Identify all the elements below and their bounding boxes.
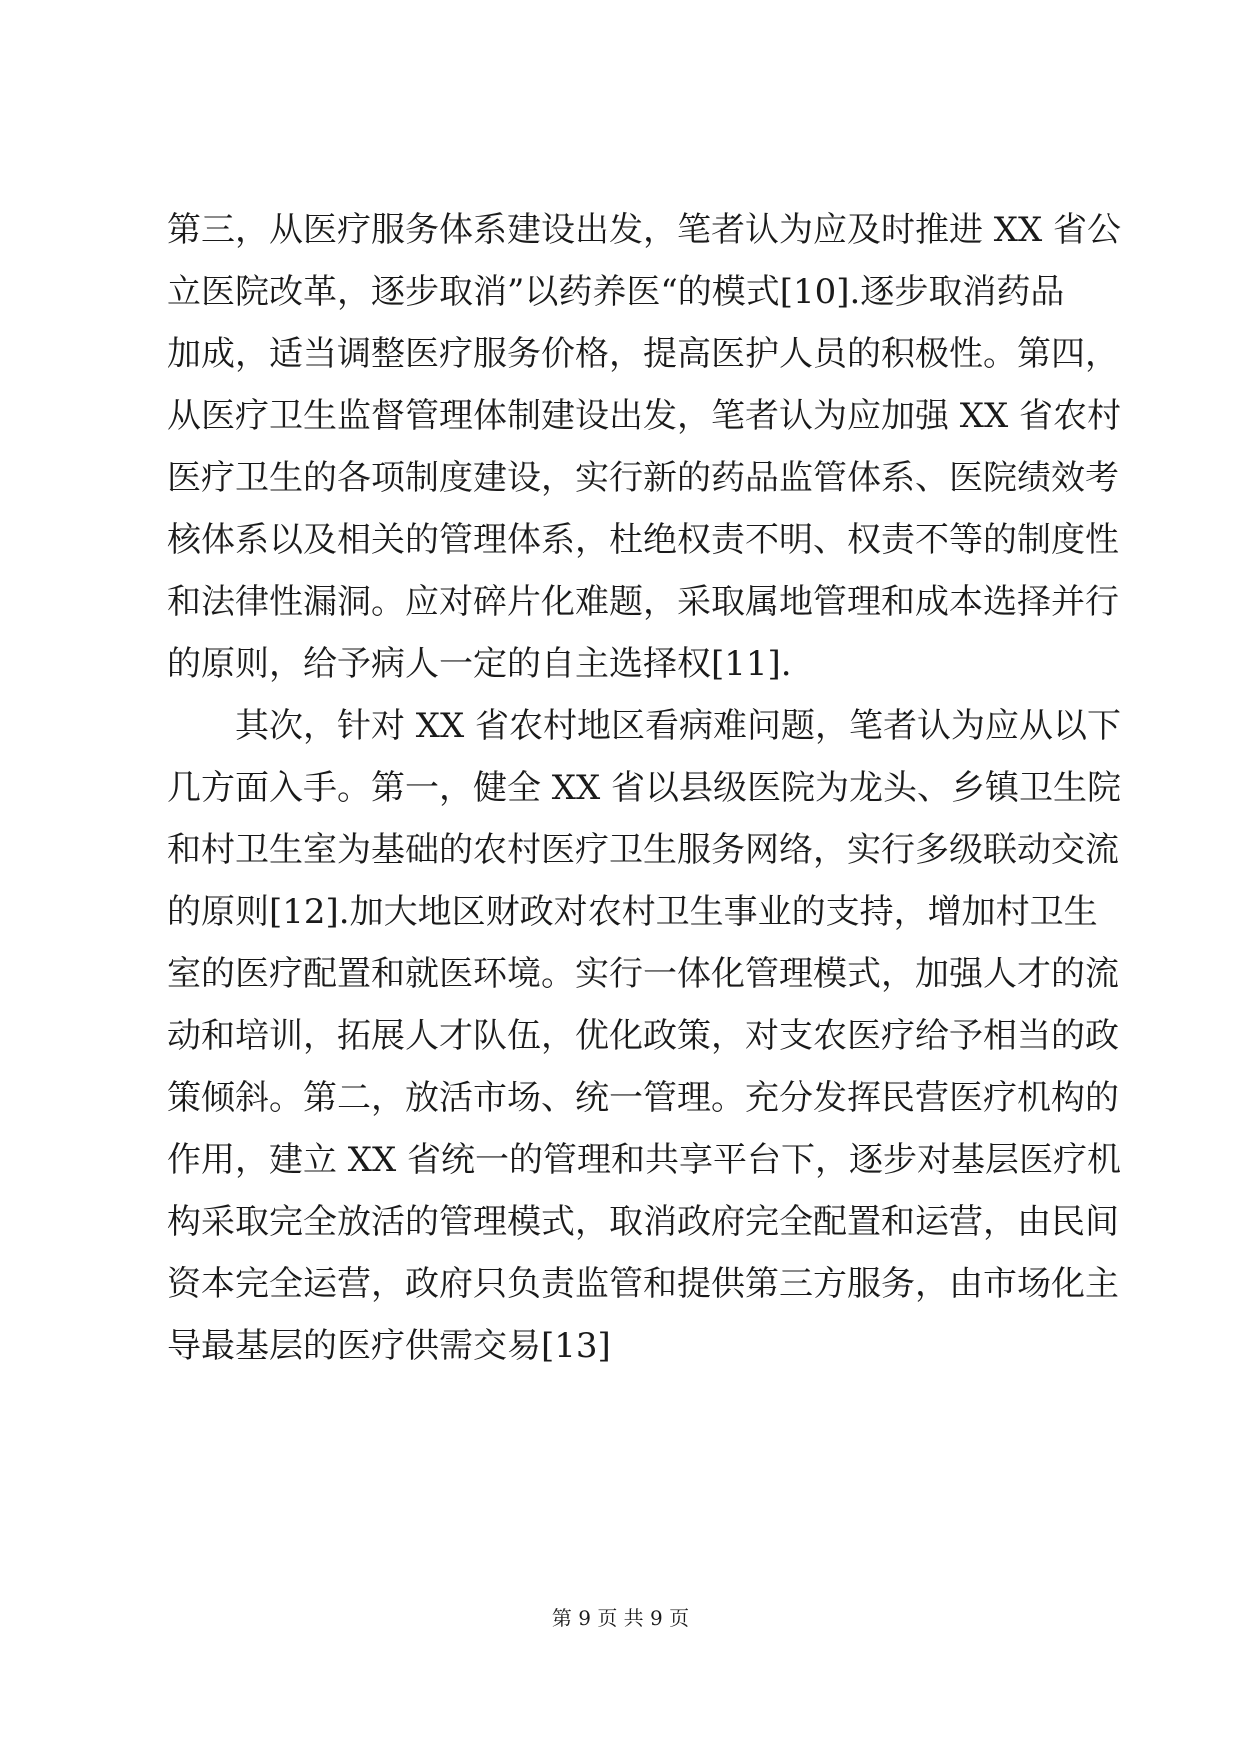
text-line: 医疗卫生的各项制度建设，实行新的药品监管体系、医院绩效考 — [167, 458, 1119, 498]
text-line: 策倾斜。第二，放活市场、统一管理。充分发挥民营医疗机构的 — [167, 1078, 1119, 1118]
text-line: 构采取完全放活的管理模式，取消政府完全配置和运营，由民间 — [167, 1202, 1119, 1242]
text-line: 室的医疗配置和就医环境。实行一体化管理模式，加强人才的流 — [167, 954, 1119, 994]
text-line: 的原则，给予病人一定的自主选择权[11]. — [167, 644, 792, 684]
body-text — [167, 199, 1122, 1377]
page-footer — [0, 1604, 1241, 1632]
text-line: 和法律性漏洞。应对碎片化难题，采取属地管理和成本选择并行 — [167, 582, 1119, 622]
text-line: 动和培训，拓展人才队伍，优化政策，对支农医疗给予相当的政 — [167, 1016, 1119, 1056]
text-line: 加成，适当调整医疗服务价格，提高医护人员的积极性。第四， — [167, 334, 1119, 374]
text-line: 资本完全运营，政府只负责监管和提供第三方服务，由市场化主 — [167, 1264, 1119, 1304]
page-number-label: 第 9 页 共 9 页 — [551, 1606, 690, 1630]
text-line: 和村卫生室为基础的农村医疗卫生服务网络，实行多级联动交流 — [167, 830, 1119, 870]
text-line: 几方面入手。第一，健全 XX 省以县级医院为龙头、乡镇卫生院 — [167, 768, 1122, 808]
text-line: 导最基层的医疗供需交易[13] — [167, 1326, 611, 1366]
text-line: 从医疗卫生监督管理体制建设出发，笔者认为应加强 XX 省农村 — [167, 396, 1122, 436]
paragraph-1 — [167, 199, 1122, 695]
text-line: 的原则[12].加大地区财政对农村卫生事业的支持，增加村卫生 — [167, 892, 1098, 932]
paragraph-2 — [167, 695, 1122, 1377]
text-line: 作用，建立 XX 省统一的管理和共享平台下，逐步对基层医疗机 — [167, 1140, 1122, 1180]
text-line: 核体系以及相关的管理体系，杜绝权责不明、权责不等的制度性 — [167, 520, 1119, 560]
text-line: 立医院改革，逐步取消”以药养医“的模式[10].逐步取消药品 — [167, 272, 1065, 312]
text-line: 其次，针对 XX 省农村地区看病难问题，笔者认为应从以下 — [235, 706, 1122, 746]
text-line: 第三，从医疗服务体系建设出发，笔者认为应及时推进 XX 省公 — [167, 210, 1122, 250]
